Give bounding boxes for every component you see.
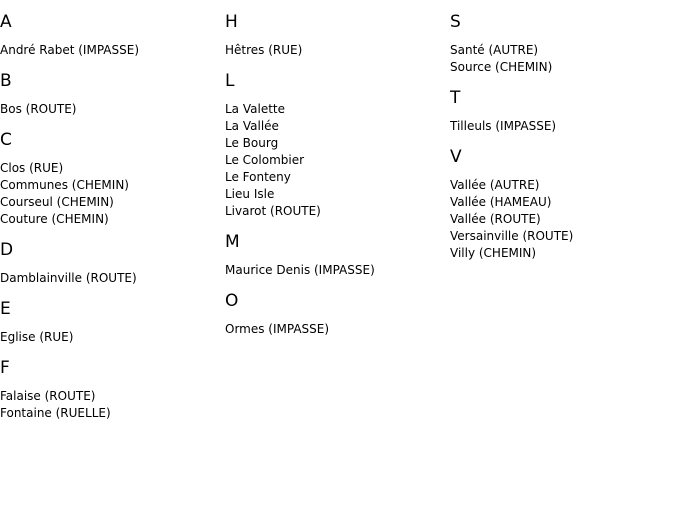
- letter-heading: L: [225, 71, 235, 91]
- letter-group-h: [225, 12, 450, 59]
- street-link[interactable]: Le Bourg: [225, 136, 279, 150]
- street-link[interactable]: Santé (AUTRE): [450, 43, 539, 57]
- letter-group-o: [225, 291, 450, 338]
- street-link[interactable]: Lieu Isle: [225, 187, 275, 201]
- street-link[interactable]: Tilleuls (IMPASSE): [450, 119, 557, 133]
- letter-heading: D: [0, 240, 14, 260]
- street-index-column-2: [225, 0, 450, 348]
- letter-heading: E: [0, 299, 11, 319]
- street-link[interactable]: Maurice Denis (IMPASSE): [225, 263, 375, 277]
- letter-heading: S: [450, 12, 461, 32]
- street-link[interactable]: Versainville (ROUTE): [450, 229, 574, 243]
- street-link[interactable]: Falaise (ROUTE): [0, 389, 96, 403]
- street-link[interactable]: La Vallée: [225, 119, 279, 133]
- letter-group-l: [225, 71, 450, 220]
- letter-heading: F: [0, 358, 10, 378]
- letter-group-m: [225, 232, 450, 279]
- street-link[interactable]: Couture (CHEMIN): [0, 212, 109, 226]
- street-link[interactable]: Vallée (HAMEAU): [450, 195, 552, 209]
- letter-heading: C: [0, 130, 12, 150]
- street-link[interactable]: Clos (RUE): [0, 161, 64, 175]
- street-link[interactable]: Bos (ROUTE): [0, 102, 77, 116]
- street-link[interactable]: André Rabet (IMPASSE): [0, 43, 139, 57]
- street-link[interactable]: Vallée (AUTRE): [450, 178, 540, 192]
- letter-heading: T: [450, 88, 461, 108]
- letter-heading: H: [225, 12, 238, 32]
- street-link[interactable]: Hêtres (RUE): [225, 43, 303, 57]
- letter-group-v: [450, 147, 675, 262]
- letter-heading: M: [225, 232, 240, 252]
- street-link[interactable]: Eglise (RUE): [0, 330, 74, 344]
- letter-heading: B: [0, 71, 12, 91]
- street-link[interactable]: Damblainville (ROUTE): [0, 271, 137, 285]
- street-link[interactable]: Source (CHEMIN): [450, 60, 553, 74]
- street-link[interactable]: Le Fonteny: [225, 170, 291, 184]
- letter-heading: A: [0, 12, 12, 32]
- street-link[interactable]: Fontaine (RUELLE): [0, 406, 111, 420]
- letter-group-s: [450, 12, 675, 76]
- street-index-column-1: [0, 0, 225, 432]
- letter-heading: O: [225, 291, 239, 311]
- street-link[interactable]: Villy (CHEMIN): [450, 246, 537, 260]
- letter-group-e: [0, 299, 225, 346]
- letter-group-f: [0, 358, 225, 422]
- street-link[interactable]: Le Colombier: [225, 153, 305, 167]
- street-link[interactable]: La Valette: [225, 102, 285, 116]
- street-link[interactable]: Communes (CHEMIN): [0, 178, 129, 192]
- street-link[interactable]: Courseul (CHEMIN): [0, 195, 114, 209]
- letter-group-t: [450, 88, 675, 135]
- letter-group-b: [0, 71, 225, 118]
- letter-group-d: [0, 240, 225, 287]
- street-link[interactable]: Livarot (ROUTE): [225, 204, 321, 218]
- street-link[interactable]: Vallée (ROUTE): [450, 212, 541, 226]
- street-index-column-3: [450, 0, 675, 272]
- letter-heading: V: [450, 147, 462, 167]
- street-link[interactable]: Ormes (IMPASSE): [225, 322, 330, 336]
- letter-group-c: [0, 130, 225, 228]
- letter-group-a: [0, 12, 225, 59]
